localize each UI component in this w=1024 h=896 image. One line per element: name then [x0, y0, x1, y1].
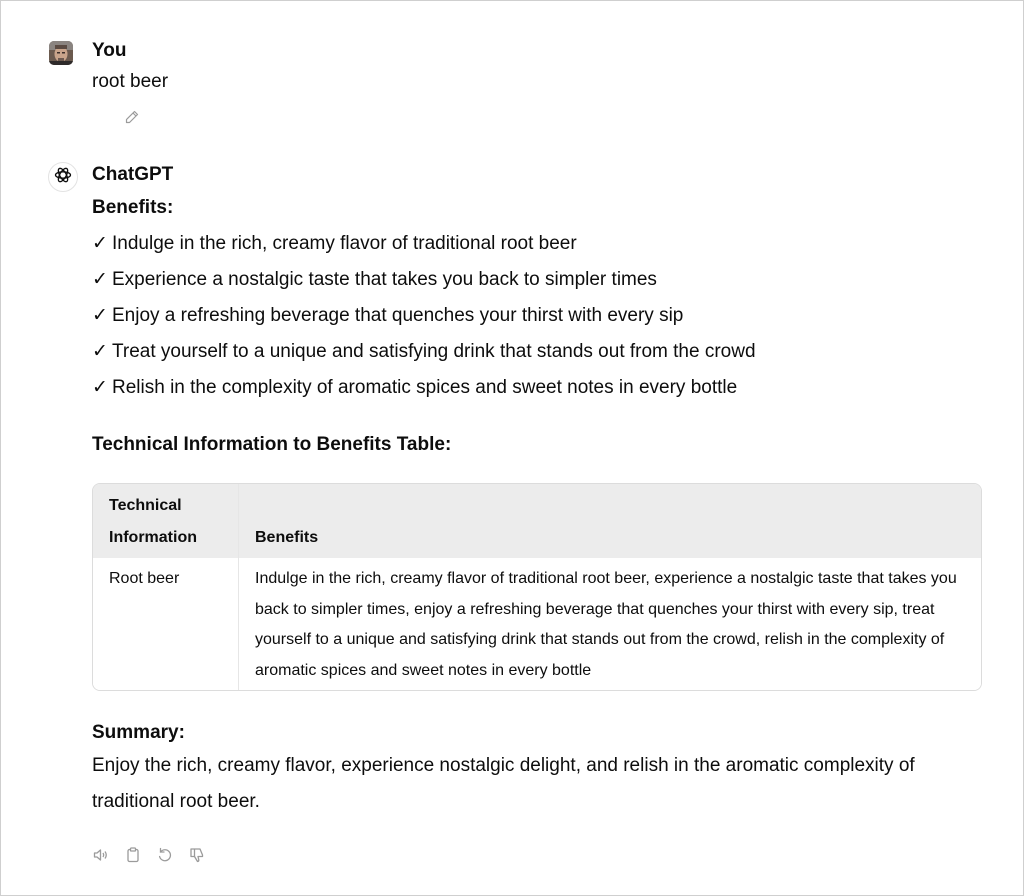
- table-cell: Indulge in the rich, creamy flavor of traditional root beer, experience a nostalgic taste that takes you back to simpler times, enjoy a refreshing beverage that quenches your thirst with every sip, treat yourself to a unique and satisfying drink that stands out from the crowd, relish in the complexity of aromatic spices and sweet notes in every bottle: [238, 558, 981, 690]
- table-cell: Root beer: [93, 558, 238, 690]
- copy-button[interactable]: [123, 847, 143, 867]
- list-item: ✓ Treat yourself to a unique and satisfying drink that stands out from the crowd: [92, 339, 987, 375]
- checkmark-icon: ✓: [92, 269, 108, 290]
- benefits-heading: Benefits:: [92, 197, 174, 218]
- list-item: ✓ Enjoy a refreshing beverage that quenches your thirst with every sip: [92, 303, 987, 339]
- pencil-icon: [124, 109, 140, 130]
- chatgpt-avatar: [48, 162, 78, 192]
- user-message-text: root beer: [92, 71, 169, 92]
- checkmark-icon: ✓: [92, 341, 108, 362]
- checkmark-icon: ✓: [92, 305, 108, 326]
- table-header-row: [93, 484, 981, 558]
- list-item: ✓ Experience a nostalgic taste that takes you back to simpler times: [92, 267, 987, 303]
- user-avatar: [49, 41, 73, 65]
- regenerate-button[interactable]: [155, 847, 175, 867]
- table-header-technical: Technical Information: [93, 484, 238, 558]
- checkmark-icon: ✓: [92, 377, 108, 398]
- summary-heading: Summary:: [92, 722, 185, 743]
- message-actions: [91, 847, 207, 867]
- table-header-benefits: Benefits: [238, 484, 981, 558]
- list-item: ✓ Indulge in the rich, creamy flavor of traditional root beer: [92, 231, 987, 267]
- summary-text: Enjoy the rich, creamy flavor, experience nostalgic delight, and relish in the aromatic complexity of traditional root beer.: [92, 755, 915, 812]
- user-author-name: You: [92, 40, 127, 61]
- regenerate-icon: [156, 846, 174, 869]
- copy-icon: [124, 846, 142, 869]
- benefits-list: [92, 231, 987, 411]
- openai-logo-icon: [53, 165, 73, 190]
- assistant-author-name: ChatGPT: [92, 164, 174, 185]
- edit-message-button[interactable]: [122, 109, 142, 129]
- table-heading: Technical Information to Benefits Table:: [92, 434, 452, 455]
- read-aloud-icon: [92, 846, 110, 869]
- read-aloud-button[interactable]: [91, 847, 111, 867]
- thumbs-down-button[interactable]: [187, 847, 207, 867]
- thumbs-down-icon: [188, 846, 206, 869]
- benefits-table: [92, 483, 982, 691]
- assistant-response: [92, 195, 987, 820]
- checkmark-icon: ✓: [92, 233, 108, 254]
- list-item: ✓ Relish in the complexity of aromatic spices and sweet notes in every bottle: [92, 375, 987, 411]
- table-row: [93, 558, 981, 690]
